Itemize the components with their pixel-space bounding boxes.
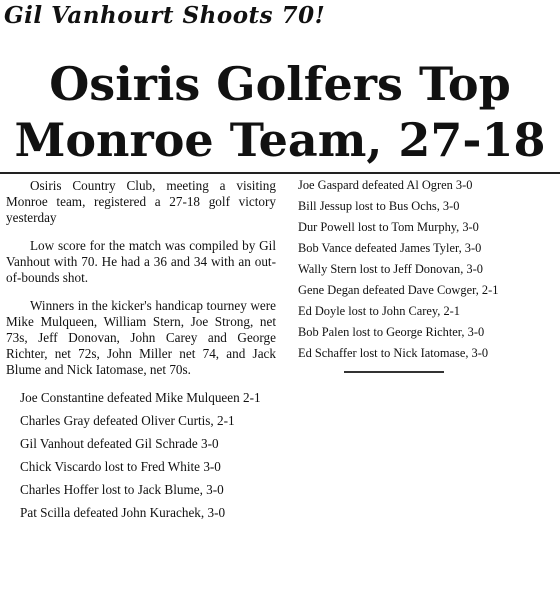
kicker-headline: Gil Vanhourt Shoots 70! <box>4 2 326 29</box>
match-result: Gil Vanhout defeated Gil Schrade 3-0 <box>20 436 219 451</box>
match-result: Ed Schaffer lost to Nick Iatomase, 3-0 <box>298 346 489 360</box>
headline-line-2: Monroe Team, 27-18 <box>14 113 546 167</box>
main-headline <box>0 56 560 168</box>
match-result: Gene Degan defeated Dave Cowger, 2-1 <box>298 283 499 297</box>
match-result: Joe Constantine defeated Mike Mulqueen 2-1 <box>20 390 261 405</box>
end-rule <box>344 371 444 373</box>
match-result: Wally Stern lost to Jeff Donovan, 3-0 <box>298 262 483 276</box>
match-result: Joe Gaspard defeated Al Ogren 3-0 <box>298 178 473 192</box>
match-result: Bob Palen lost to George Richter, 3-0 <box>298 325 485 339</box>
story-paragraph: Low score for the match was compiled by Gil Vanhout with 70. He had a 36 and 34 with an out-of-bounds shot. <box>6 238 276 285</box>
match-result: Bob Vance defeated James Tyler, 3-0 <box>298 241 482 255</box>
story-paragraph: Winners in the kicker's handicap tourney were Mike Mulqueen, William Stern, Joe Strong, net 73s, Jeff Donovan, John Carey and George Richter, net 72s, John Miller net 74, and Jack Blume and Nick Iatomase, net 70s. <box>6 298 276 377</box>
match-result: Charles Hoffer lost to Jack Blume, 3-0 <box>20 482 224 497</box>
match-result: Bill Jessup lost to Bus Ochs, 3-0 <box>298 199 460 213</box>
headline-line-1: Osiris Golfers Top <box>49 57 511 111</box>
match-result: Ed Doyle lost to John Carey, 2-1 <box>298 304 460 318</box>
match-result: Chick Viscardo lost to Fred White 3-0 <box>20 459 221 474</box>
left-column <box>6 178 276 528</box>
headline-rule <box>0 172 560 174</box>
story-paragraph: Osiris Country Club, meeting a visiting Monroe team, registered a 27-18 golf victory yesterday <box>6 178 276 225</box>
match-result: Pat Scilla defeated John Kurachek, 3-0 <box>20 505 226 520</box>
match-result: Dur Powell lost to Tom Murphy, 3-0 <box>298 220 479 234</box>
match-result: Charles Gray defeated Oliver Curtis, 2-1 <box>20 413 235 428</box>
right-column <box>284 178 556 373</box>
